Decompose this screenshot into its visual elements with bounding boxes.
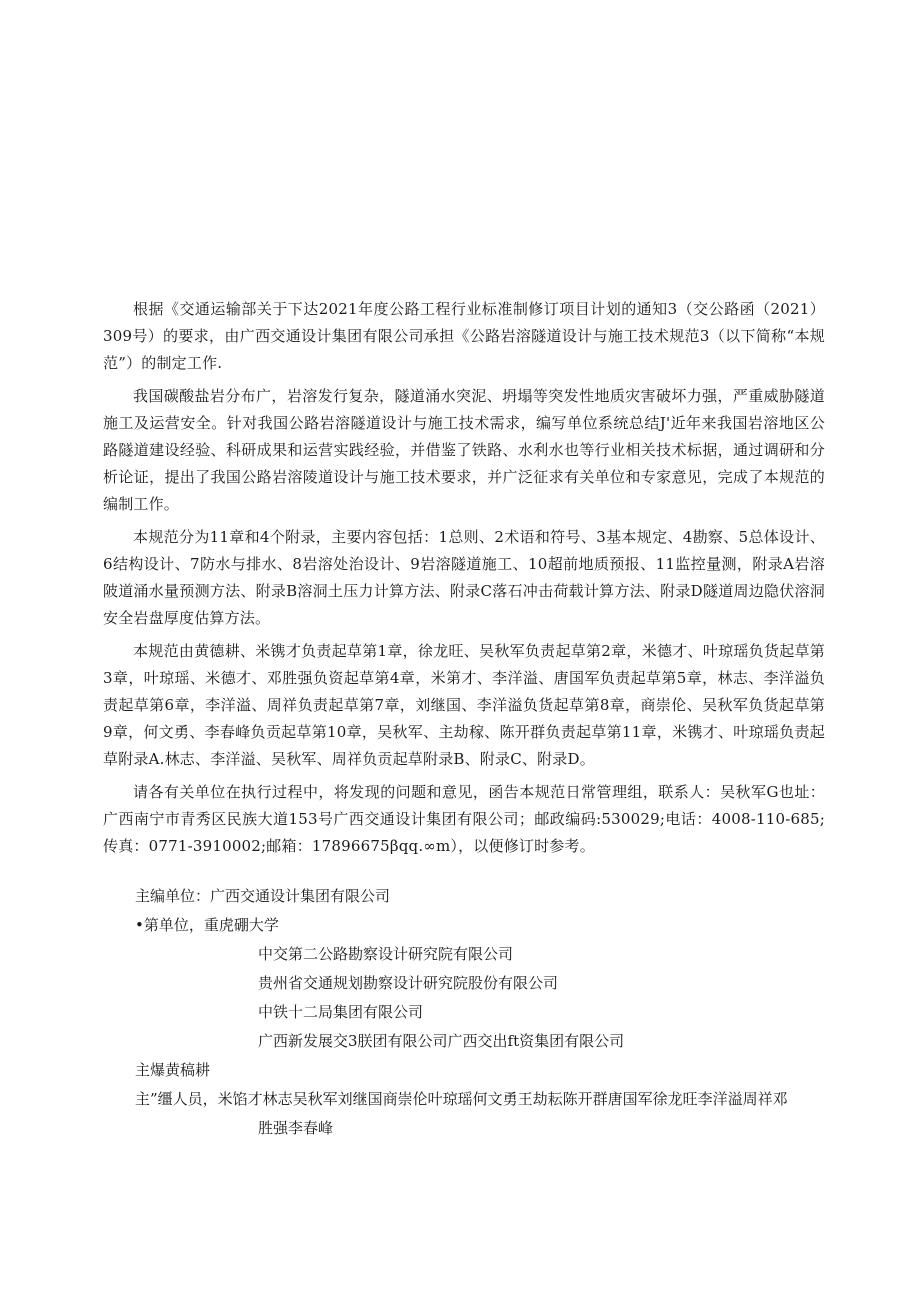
participating-unit: 广西新发展交3朕团有限公司广西交出ft资集团有限公司 bbox=[258, 1032, 625, 1050]
participating-unit: 中铁十二局集团有限公司 bbox=[258, 1003, 424, 1021]
credits-block bbox=[135, 882, 835, 1143]
participating-unit-first: •第单位，重虎硼大学 bbox=[135, 916, 279, 934]
paragraph-contact: 请各有关单位在执行过程中，将发现的问题和意见，函告本规范日常管理组，联系人：吴秋军G也址：广西南宁市青秀区民族大道153号广西交通设计集团有限公司；邮政编码:530029;电话：4008-110-685;传真：0771-3910002;邮箱：17896675βqq.∞m），以便修订时参考。 bbox=[103, 783, 825, 855]
paragraph-drafters: 本规范由黄德耕、米镌才负责起草第1章，徐龙旺、吴秋军负责起草第2章，米德才、叶琼瑶负货起草第3章，叶琼瑶、米德才、邓胜强负资起草第4章，米第才、李洋溢、唐国军负责起草第5章，林志、李洋溢负责起草第6章，李洋溢、周祥负责起草第7章，刘继国、李洋溢负货起草第8章，商崇伦、吴秋军负货起草第9章，何文勇、李春峰负贡起草第10章，吴秋军、主劫稼、陈开群负责起草第11章，米镌才、叶琼瑶负责起草附录A.林志、李洋溢、吴秋军、周祥负贡起草附录B、附录C、附录D。 bbox=[103, 642, 825, 768]
staff-list-continued: 胜强李春峰 bbox=[258, 1119, 334, 1137]
chief-editor-unit: 主编单位：广西交通设计集团有限公司 bbox=[135, 887, 391, 905]
paragraph-background: 根据《交通运输部关于下达2021年度公路工程行业标准制修订项目计划的通知3（交公路函（2021）309号）的要求，由广西交通设计集团有限公司承担《公路岩溶隧道设计与施工技术规范3（以下简称“本规范”）的制定工作. bbox=[103, 300, 825, 372]
participating-unit: 贵州省交通规划勘察设计研究院股份有限公司 bbox=[258, 974, 559, 992]
paragraph-context: 我国碳酸盐岩分布广，岩溶发行复杂，隧道涌水突泥、坍塌等突发性地质灾害破坏力强，严重威胁隧道施工及运营安全。针对我国公路岩溶隧道设计与施工技术需求，编写单位系统总结J'近年来我国岩溶地区公路隧道建设经验、科研成果和运营实践经验，并借鉴了铁路、水利水也等行业相关技术标据，通过调研和分析论证，提出了我国公路岩溶陵道设计与施工技术要求，并广泛征求有关单位和专家意见，完成了本规范的编制工作。 bbox=[103, 387, 825, 513]
paragraph-contents: 本规范分为11章和4个附录，主要内容包括：1总则、2术语和符号、3基本规定、4勘察、5总体设计、6结构设计、7防水与排水、8岩溶处治设计、9岩溶隧道施工、10超前地质预报、11监控量测，附录A岩溶陂道涌水量预测方法、附录B溶洞土压力计算方法、附录C落石冲击荷载计算方法、附录D隧道周边隐伏溶洞安全岩盘厚度估算方法。 bbox=[103, 528, 825, 627]
staff-list: 主”缰人员，米馅才林志吴秋军刘继国商崇伦叶琼瑶何文勇王劫耘陈开群唐国军徐龙旺李洋溢周祥邓 bbox=[135, 1090, 788, 1108]
preface-body bbox=[103, 296, 825, 866]
chief-editor: 主爆黄稿耕 bbox=[135, 1061, 211, 1079]
participating-unit: 中交第二公路勘察设计研究院有限公司 bbox=[258, 945, 514, 963]
